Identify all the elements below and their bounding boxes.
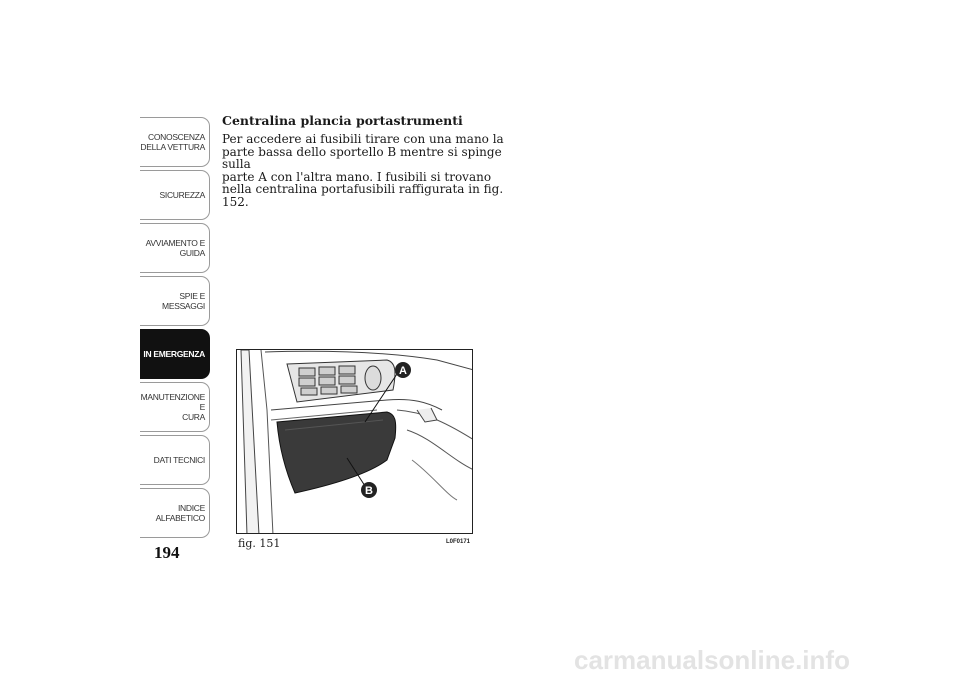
figure-dashboard-fuse-cover (236, 349, 473, 534)
dashboard-illustration (237, 350, 473, 534)
page-number: 194 (154, 543, 180, 562)
section-title: Centralina plancia portastrumenti (222, 113, 463, 128)
tab-dati-tecnici[interactable]: DATI TECNICI (140, 435, 210, 485)
callout-b-label: B (365, 485, 373, 497)
figure-caption: fig. 151 (238, 537, 281, 550)
callout-a-label: A (399, 365, 407, 377)
tab-sicurezza[interactable]: SICUREZZA (140, 170, 210, 220)
body-paragraph: Per accedere ai fusibili tirare con una mano la parte bassa dello sportello B mentre si spinge sulla parte A con l'altra mano. I fusibili si trovano nella centralina portafusibili raffigurata in fig. 152. (222, 132, 504, 209)
tab-spie-e-messaggi[interactable]: SPIE E MESSAGGI (140, 276, 210, 326)
tab-indice-alfabetico[interactable]: INDICE ALFABETICO (140, 488, 210, 538)
tab-manutenzione-e-cura[interactable]: MANUTENZIONE E CURA (140, 382, 210, 432)
figure-code: L0F0171 (446, 539, 471, 545)
tab-in-emergenza[interactable]: IN EMERGENZA (140, 329, 210, 379)
watermark: carmanualsonline.info (574, 645, 850, 675)
tab-avviamento-e-guida[interactable]: AVVIAMENTO E GUIDA (140, 223, 210, 273)
tab-conoscenza-della-vettura[interactable]: CONOSCENZA DELLA VETTURA (140, 117, 210, 167)
